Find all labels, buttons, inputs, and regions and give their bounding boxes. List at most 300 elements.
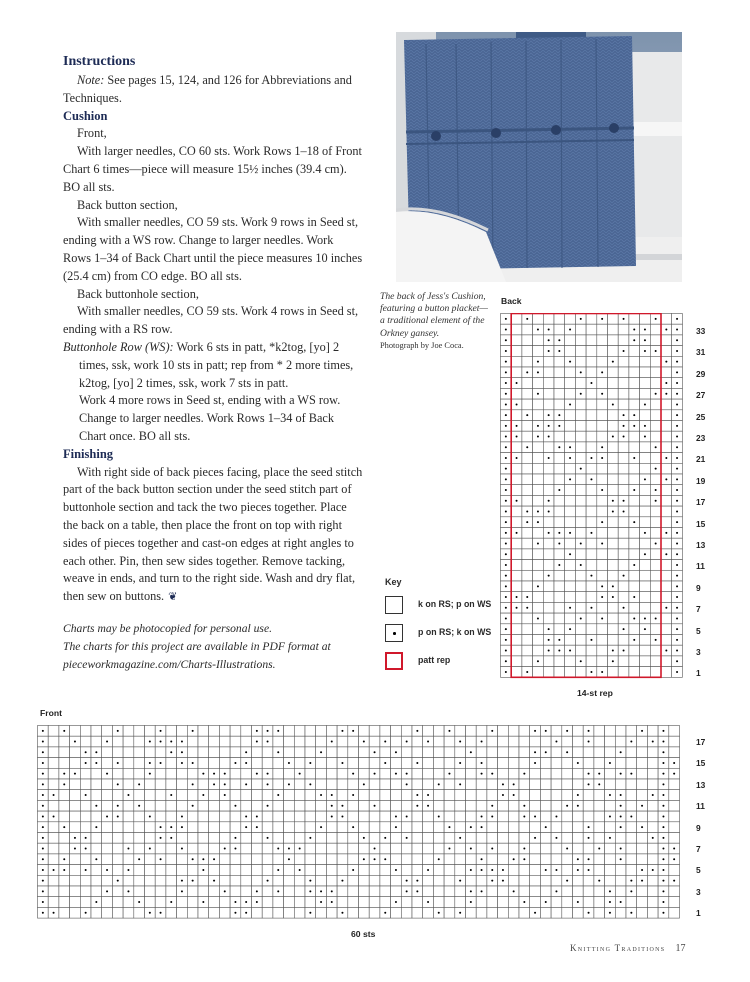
front-chart-purl-dot — [160, 762, 162, 764]
front-chart-purl-dot — [491, 848, 493, 850]
front-chart-cell — [508, 800, 519, 811]
back-chart-cell — [533, 378, 544, 389]
back-chart-purl-dot — [590, 575, 592, 577]
front-chart-cell — [391, 907, 402, 918]
front-chart-cell — [123, 779, 134, 790]
front-chart-cell — [91, 726, 102, 737]
front-chart-purl-dot — [662, 815, 664, 817]
back-chart-cell — [511, 560, 522, 571]
back-chart-cell — [511, 324, 522, 335]
front-chart-purl-dot — [459, 783, 461, 785]
back-chart-purl-dot — [676, 371, 678, 373]
back-chart-cell — [511, 335, 522, 346]
front-chart-cell — [198, 758, 209, 769]
back-chart-cell — [661, 570, 672, 581]
front-chart-purl-dot — [267, 880, 269, 882]
front-chart-cell — [273, 897, 284, 908]
front-chart-cell — [498, 822, 509, 833]
front-chart-purl-dot — [256, 730, 258, 732]
front-chart-cell — [487, 790, 498, 801]
back-chart-cell — [511, 517, 522, 528]
back-chart-purl-dot — [612, 403, 614, 405]
front-chart-cell — [519, 726, 530, 737]
back-chart-cell — [608, 410, 619, 421]
front-chart-purl-dot — [609, 815, 611, 817]
back-chart-purl-dot — [516, 436, 518, 438]
front-chart-cell — [647, 758, 658, 769]
back-chart-purl-dot — [558, 446, 560, 448]
front-chart-cell — [669, 790, 680, 801]
front-chart-cell — [626, 726, 637, 737]
front-chart-cell — [487, 854, 498, 865]
front-chart-purl-dot — [588, 741, 590, 743]
back-chart-cell — [608, 388, 619, 399]
back-chart-cell — [522, 388, 533, 399]
back-chart-purl-dot — [665, 393, 667, 395]
back-chart-cell — [629, 549, 640, 560]
back-chart-cell — [511, 656, 522, 667]
back-chart-cell — [522, 528, 533, 539]
front-chart-purl-dot — [234, 912, 236, 914]
back-chart-purl-dot — [526, 671, 528, 673]
back-chart-purl-dot — [655, 639, 657, 641]
back-chart-cell — [618, 356, 629, 367]
back-chart-cell — [522, 463, 533, 474]
front-chart-purl-dot — [160, 741, 162, 743]
front-chart-purl-dot — [309, 762, 311, 764]
front-chart-cell — [209, 907, 220, 918]
back-chart-cell — [661, 581, 672, 592]
front-chart-cell — [626, 779, 637, 790]
front-chart-cell — [70, 726, 81, 737]
back-chart-cell — [586, 442, 597, 453]
front-chart-cell — [337, 822, 348, 833]
front-chart-purl-dot — [566, 848, 568, 850]
front-chart-cell — [316, 736, 327, 747]
front-chart-cell — [284, 811, 295, 822]
front-chart-cell — [551, 747, 562, 758]
front-chart-cell — [337, 886, 348, 897]
front-chart-cell — [145, 854, 156, 865]
front-chart-purl-dot — [384, 762, 386, 764]
front-chart-purl-dot — [63, 858, 65, 860]
front-chart-cell — [187, 811, 198, 822]
front-chart-cell — [433, 822, 444, 833]
front-chart-cell — [466, 800, 477, 811]
front-chart-cell — [187, 833, 198, 844]
front-chart-purl-dot — [545, 826, 547, 828]
front-chart-purl-dot — [566, 880, 568, 882]
front-chart-purl-dot — [662, 805, 664, 807]
front-chart-cell — [444, 811, 455, 822]
back-chart-purl-dot — [516, 382, 518, 384]
back-chart-purl-dot — [623, 628, 625, 630]
front-chart-cell — [433, 747, 444, 758]
back-chart-cell — [618, 517, 629, 528]
back-chart-cell — [511, 624, 522, 635]
back-chart-cell — [640, 485, 651, 496]
front-chart-cell — [669, 747, 680, 758]
front-chart-purl-dot — [662, 848, 664, 850]
front-chart-cell — [605, 736, 616, 747]
front-chart-cell — [252, 875, 263, 886]
front-chart-purl-dot — [160, 858, 162, 860]
back-chart-purl-dot — [623, 318, 625, 320]
front-chart-purl-dot — [234, 762, 236, 764]
back-chart-purl-dot — [676, 564, 678, 566]
front-chart-cell — [80, 779, 91, 790]
back-chart-cell — [597, 399, 608, 410]
front-chart-cell — [605, 747, 616, 758]
front-chart-purl-dot — [406, 741, 408, 743]
back-chart-purl-dot — [558, 489, 560, 491]
back-chart-purl-dot — [548, 650, 550, 652]
row-number-label: 11 — [696, 561, 705, 572]
front-chart-cell — [573, 886, 584, 897]
front-chart-cell — [615, 779, 626, 790]
front-chart-purl-dot — [406, 773, 408, 775]
front-chart-cell — [70, 811, 81, 822]
front-chart-cell — [466, 779, 477, 790]
back-chart-cell — [575, 399, 586, 410]
back-chart-purl-dot — [676, 510, 678, 512]
front-chart-cell — [48, 833, 59, 844]
front-chart-cell — [594, 886, 605, 897]
back-chart-cell — [661, 635, 672, 646]
front-chart-purl-dot — [117, 805, 119, 807]
front-chart-purl-dot — [406, 880, 408, 882]
front-chart-cell — [369, 886, 380, 897]
front-chart-purl-dot — [652, 837, 654, 839]
front-chart-cell — [305, 768, 316, 779]
back-chart-cell — [511, 570, 522, 581]
front-chart-purl-dot — [352, 730, 354, 732]
front-chart-cell — [348, 747, 359, 758]
back-chart-purl-dot — [633, 329, 635, 331]
front-chart-cell — [669, 726, 680, 737]
front-chart-cell — [391, 779, 402, 790]
front-chart-cell — [177, 768, 188, 779]
front-chart-cell — [540, 736, 551, 747]
front-chart-cell — [123, 907, 134, 918]
front-chart-purl-dot — [481, 826, 483, 828]
front-chart-cell — [551, 907, 562, 918]
front-chart-cell — [605, 779, 616, 790]
note-label: Note: — [77, 73, 105, 87]
front-chart-purl-dot — [673, 848, 675, 850]
front-chart-cell — [219, 800, 230, 811]
back-chart-purl-dot — [548, 500, 550, 502]
back-chart-cell — [565, 592, 576, 603]
front-chart-cell — [316, 907, 327, 918]
front-chart-cell — [316, 779, 327, 790]
back-chart-cell — [522, 495, 533, 506]
front-chart-cell — [326, 822, 337, 833]
back-chart-cell — [650, 528, 661, 539]
front-chart-cell — [508, 822, 519, 833]
front-chart-cell — [455, 811, 466, 822]
front-chart-cell — [91, 875, 102, 886]
front-chart-cell — [262, 886, 273, 897]
back-chart-cell — [608, 667, 619, 678]
back-chart-purl-dot — [676, 446, 678, 448]
front-chart-cell — [294, 875, 305, 886]
back-chart-cell — [533, 624, 544, 635]
front-chart-cell — [219, 865, 230, 876]
key-title: Key — [385, 577, 402, 587]
front-chart-cell — [252, 854, 263, 865]
back-chart-cell — [618, 399, 629, 410]
front-chart-cell — [337, 843, 348, 854]
back-chart-purl-dot — [601, 596, 603, 598]
back-chart-purl-dot — [676, 457, 678, 459]
front-chart-cell — [337, 865, 348, 876]
back-chart-cell — [533, 495, 544, 506]
back-chart-purl-dot — [558, 564, 560, 566]
back-chart-cell — [533, 410, 544, 421]
front-chart-cell — [91, 865, 102, 876]
back-chart-purl-dot — [505, 382, 507, 384]
front-chart-purl-dot — [470, 890, 472, 892]
front-chart-cell — [562, 865, 573, 876]
front-chart-cell — [102, 833, 113, 844]
back-chart-purl-dot — [655, 500, 657, 502]
back-chart-purl-dot — [558, 532, 560, 534]
key-item-rep — [385, 652, 505, 670]
front-chart-purl-dot — [224, 848, 226, 850]
back-chart-cell — [597, 421, 608, 432]
front-chart-cell — [145, 800, 156, 811]
back-chart-cell — [597, 635, 608, 646]
front-chart-cell — [80, 726, 91, 737]
row-number-label: 7 — [696, 604, 701, 615]
front-chart-cell — [337, 747, 348, 758]
front-chart-cell — [508, 758, 519, 769]
back-chart-cell — [554, 431, 565, 442]
front-chart-purl-dot — [438, 912, 440, 914]
front-chart-cell — [102, 897, 113, 908]
front-chart-cell — [573, 875, 584, 886]
front-chart-cell — [316, 811, 327, 822]
front-chart-sts-label: 60 sts — [351, 929, 376, 939]
front-chart-cell — [487, 897, 498, 908]
front-chart-cell — [123, 833, 134, 844]
back-chart-purl-dot — [676, 414, 678, 416]
front-chart-cell — [316, 768, 327, 779]
back-chart-cell — [522, 356, 533, 367]
front-chart-purl-dot — [106, 773, 108, 775]
back-chart-purl-dot — [612, 500, 614, 502]
front-chart-purl-dot — [181, 751, 183, 753]
back-chart-cell — [661, 613, 672, 624]
front-chart-purl-dot — [534, 730, 536, 732]
back-chart-cell — [522, 431, 533, 442]
back-chart-purl-dot — [623, 414, 625, 416]
front-chart-cell — [615, 736, 626, 747]
front-chart-purl-dot — [85, 869, 87, 871]
front-chart-purl-dot — [406, 837, 408, 839]
back-chart-cell — [586, 335, 597, 346]
back-chart-cell — [650, 378, 661, 389]
back-chart-cell — [640, 560, 651, 571]
front-chart-cell — [252, 790, 263, 801]
front-chart-purl-dot — [309, 880, 311, 882]
front-chart-cell — [423, 822, 434, 833]
front-chart-cell — [166, 843, 177, 854]
front-chart-purl-dot — [127, 869, 129, 871]
back-chart-purl-dot — [644, 436, 646, 438]
back-chart-purl-dot — [569, 650, 571, 652]
front-chart-purl-dot — [598, 848, 600, 850]
back-chart-purl-dot — [601, 318, 603, 320]
front-chart-purl-dot — [277, 890, 279, 892]
front-chart-cell — [112, 822, 123, 833]
front-chart-purl-dot — [267, 741, 269, 743]
back-chart-purl-dot — [505, 403, 507, 405]
front-chart-purl-dot — [95, 858, 97, 860]
back-chart-purl-dot — [644, 425, 646, 427]
front-chart-cell — [380, 875, 391, 886]
front-chart-cell — [284, 907, 295, 918]
front-chart-cell — [508, 768, 519, 779]
front-chart-purl-dot — [662, 783, 664, 785]
front-chart-cell — [123, 736, 134, 747]
publication-name: Knitting Traditions — [570, 943, 666, 953]
front-chart-purl-dot — [534, 912, 536, 914]
front-chart-cell — [412, 907, 423, 918]
front-chart-cell — [476, 833, 487, 844]
back-chart-cell — [640, 495, 651, 506]
front-chart-cell — [412, 768, 423, 779]
back-chart-cell — [629, 667, 640, 678]
back-chart-cell — [650, 356, 661, 367]
back-chart-cell — [565, 378, 576, 389]
back-chart-cell — [650, 560, 661, 571]
front-chart-cell — [219, 875, 230, 886]
front-chart-cell — [359, 843, 370, 854]
front-chart-purl-dot — [641, 869, 643, 871]
back-chart-purl-dot — [569, 478, 571, 480]
back-chart-purl-dot — [537, 660, 539, 662]
front-chart-purl-dot — [620, 815, 622, 817]
front-chart-purl-dot — [181, 762, 183, 764]
front-chart-cell — [187, 768, 198, 779]
front-chart-cell — [476, 779, 487, 790]
back-chart-purl-dot — [665, 532, 667, 534]
front-chart-cell — [348, 843, 359, 854]
back-chart-purl-dot — [526, 318, 528, 320]
back-chart-cell — [640, 314, 651, 325]
front-chart-cell — [508, 726, 519, 737]
front-chart-cell — [594, 747, 605, 758]
back-chart-purl-dot — [505, 650, 507, 652]
front-chart-cell — [145, 822, 156, 833]
back-chart-purl-dot — [655, 393, 657, 395]
front-chart-cell — [326, 865, 337, 876]
front-chart-cell — [337, 736, 348, 747]
front-chart-cell — [487, 779, 498, 790]
front-chart-cell — [476, 747, 487, 758]
front-chart-cell — [284, 886, 295, 897]
front-chart-cell — [573, 811, 584, 822]
row-number-label: 15 — [696, 758, 706, 769]
front-chart-cell — [262, 811, 273, 822]
front-chart-cell — [669, 822, 680, 833]
back-chart-purl-dot — [633, 617, 635, 619]
back-chart-purl-dot — [676, 617, 678, 619]
front-chart-purl-dot — [577, 805, 579, 807]
back-chart-purl-dot — [516, 596, 518, 598]
front-chart-cell — [669, 865, 680, 876]
front-chart-cell — [508, 736, 519, 747]
front-chart-cell — [252, 779, 263, 790]
front-chart-cell — [573, 822, 584, 833]
front-chart-purl-dot — [448, 826, 450, 828]
back-chart-cell — [554, 656, 565, 667]
back-chart-cell — [629, 495, 640, 506]
front-chart-purl-dot — [256, 890, 258, 892]
front-chart-purl-dot — [566, 730, 568, 732]
front-chart-purl-dot — [299, 869, 301, 871]
front-chart-purl-dot — [662, 912, 664, 914]
front-chart-cell — [219, 854, 230, 865]
back-chart-purl-dot — [580, 617, 582, 619]
front-chart-purl-dot — [523, 848, 525, 850]
front-chart-cell — [412, 843, 423, 854]
back-chart-purl-dot — [633, 489, 635, 491]
front-chart-cell — [316, 875, 327, 886]
front-chart-cell — [573, 907, 584, 918]
front-chart-cell — [326, 779, 337, 790]
back-chart-cell — [522, 474, 533, 485]
front-chart-cell — [348, 811, 359, 822]
front-chart-purl-dot — [234, 901, 236, 903]
front-chart-cell — [551, 854, 562, 865]
front-chart-cell — [626, 758, 637, 769]
front-chart-purl-dot — [374, 848, 376, 850]
front-chart-purl-dot — [416, 890, 418, 892]
front-chart-cell — [59, 886, 70, 897]
back-chart-purl-dot — [548, 414, 550, 416]
front-chart-purl-dot — [160, 826, 162, 828]
front-chart-purl-dot — [288, 783, 290, 785]
front-chart-purl-dot — [352, 794, 354, 796]
front-chart-purl-dot — [395, 869, 397, 871]
front-chart-cell — [284, 875, 295, 886]
front-chart-cell — [369, 811, 380, 822]
front-chart-cell — [348, 800, 359, 811]
front-chart-cell — [605, 865, 616, 876]
row-number-label: 17 — [696, 497, 706, 508]
front-chart-cell — [637, 854, 648, 865]
back-chart-cell — [586, 463, 597, 474]
back-chart-purl-dot — [505, 436, 507, 438]
back-chart-cell — [640, 635, 651, 646]
row-number-label: 1 — [696, 908, 701, 919]
front-chart-cell — [305, 854, 316, 865]
back-chart-purl-dot — [569, 607, 571, 609]
back-chart-purl-dot — [526, 607, 528, 609]
front-chart-cell — [562, 897, 573, 908]
front-chart-cell — [134, 768, 145, 779]
back-chart-cell — [608, 485, 619, 496]
back-chart-purl-dot — [676, 382, 678, 384]
back-chart-purl-dot — [558, 639, 560, 641]
front-chart-cell — [134, 758, 145, 769]
back-chart-cell — [565, 431, 576, 442]
back-chart-cell — [543, 463, 554, 474]
front-chart-cell — [305, 736, 316, 747]
